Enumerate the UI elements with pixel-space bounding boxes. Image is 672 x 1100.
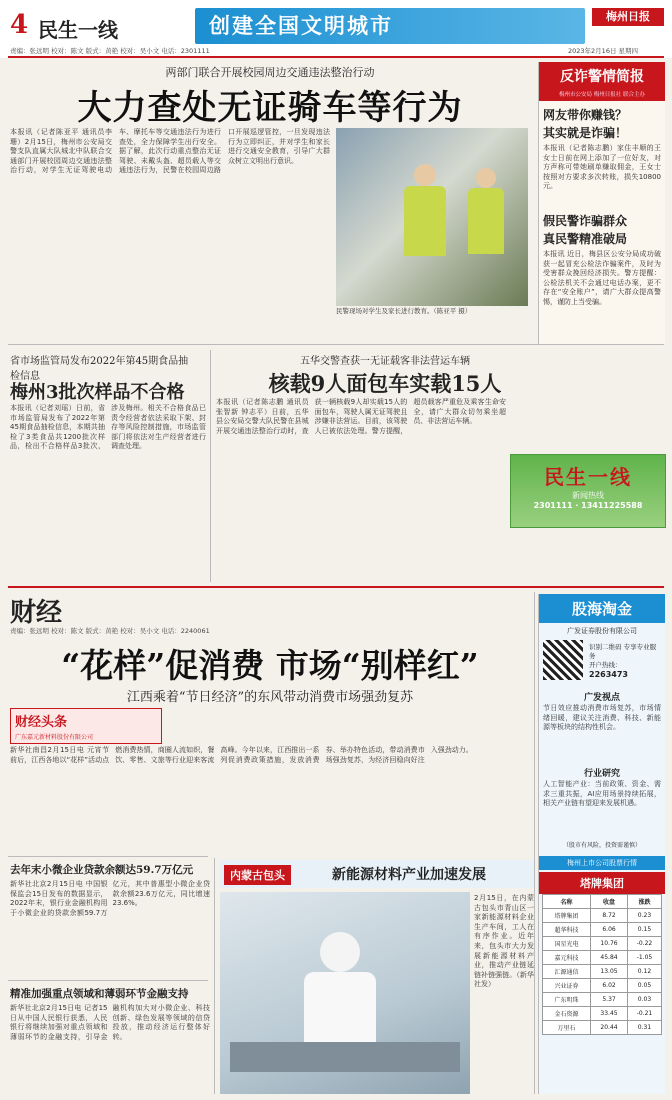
civility-banner xyxy=(195,8,585,44)
date-line: 2023年2月16日 星期四 xyxy=(568,47,639,55)
cell: 兴业证券 xyxy=(543,979,591,993)
table-row xyxy=(543,1007,662,1021)
column-tag-bank: 广东嘉元新材料股份有限公司 xyxy=(15,734,94,741)
photo-story-body: 2月15日，在内蒙古包头市青山区一家新能源材料企业生产车间，工人在有序作业。近年来，包头市大力发展新能源材料产业，推动产业链延链补链强链。（新华社发） xyxy=(474,894,534,989)
table-row xyxy=(543,937,662,951)
cell: 13.05 xyxy=(591,965,628,979)
center2-kicker: 五华交警查获一无证载客非法营运车辆 xyxy=(300,356,470,367)
left2-body: 本报讯（记者刘瑶）日前，省市场监管局发布了2022年第45期食品抽检信息，本期共抽检了3类食品共1200批次样品，检出不合格样品3批次，涉及梅州。相关不合格食品已责令经营者依法采取下架、封存等风险控制措施，市场监管部门将依法对生产经营者进行调查处理。 xyxy=(10,404,206,451)
stock-table xyxy=(542,894,662,1035)
table-row xyxy=(543,909,662,923)
qr-code[interactable] xyxy=(543,640,583,680)
center2-body: 本报讯（记者陈志鹏 通讯员张智新 钟志平）日前，五华县公安局交警大队民警在县城开展交通违法整治行动时，查获一辆核载9人却实载15人的面包车，驾驶人属无证驾驶且涉嫌非法营运。目前，该驾驶人已被依法处理。警方提醒，超员载客严重危及乘客生命安全，请广大群众切勿乘坐超员、非法营运车辆。 xyxy=(216,398,506,435)
cell: 国星光电 xyxy=(543,937,591,951)
table-header-row xyxy=(543,895,662,909)
finance-body: 新华社南昌2月15日电 元宵节前后，江西各地以“花样”活动点燃消费热情，商圈人流如织，餐饮、零售、文旅等行业迎来客流高峰。今年以来，江西推出一系列促消费政策措施，发放消费券、举办特色活动，带动消费市场强劲复苏，为经济回稳向好注入强劲动力。 xyxy=(10,746,473,764)
phone-label: 开户热线： xyxy=(589,661,622,669)
brief1-body: 新华社北京2月15日电 中国银保监会15日发布的数据显示，2022年末，银行业金融机构用于小微企业的贷款余额59.7万亿元，其中普惠型小微企业贷款余额23.6万亿元，同比增速23.6%。 xyxy=(10,880,210,917)
cell: -0.21 xyxy=(627,1007,661,1021)
cell: 0.23 xyxy=(627,909,661,923)
stock-company: 广发证券股份有限公司 xyxy=(567,627,637,635)
banner-text: 创建全国文明城市 xyxy=(209,13,393,38)
lead-photo-caption: 民警现场对学生及家长进行教育。（陈亚平 摄） xyxy=(336,307,472,315)
lead-photo xyxy=(336,128,528,306)
cell: 超华科技 xyxy=(543,923,591,937)
paper-logo: 梅州日报 xyxy=(592,8,664,26)
cell: -0.22 xyxy=(627,937,661,951)
factory-photo xyxy=(220,892,470,1094)
fraud-head2: 其实就是诈骗！ xyxy=(543,126,628,140)
fraud-subtitle: 梅州市公安局 梅州日报社 联合主办 xyxy=(539,90,665,101)
table-row xyxy=(543,979,662,993)
fraud-body2: 本报讯 近日，梅县区公安分局成功破获一起冒充公检法诈骗案件，及时为受害群众挽回经济损失。警方提醒：公检法机关不会通过电话办案，更不存在“安全账户”，请广大群众提高警惕，谨防上当受骗。 xyxy=(543,250,661,306)
cell: 6.06 xyxy=(591,923,628,937)
officer2-head-shape xyxy=(476,168,496,188)
cell: 45.84 xyxy=(591,951,628,965)
obs-body: 节日效应推动消费市场复苏，市场情绪回暖，建议关注消费、科技、新能源等板块的结构性机会。 xyxy=(543,704,661,732)
fraud-head1: 网友带你赚钱？ xyxy=(543,108,628,122)
cell: 6.02 xyxy=(591,979,628,993)
cell: 0.15 xyxy=(627,923,661,937)
header-rule xyxy=(8,56,664,58)
table-row xyxy=(543,923,662,937)
photo-story-title: 新能源材料产业加速发展 xyxy=(332,867,486,883)
table-row xyxy=(543,951,662,965)
cell: 10.76 xyxy=(591,937,628,951)
fraud-head4: 真民警精准破局 xyxy=(543,232,628,246)
worker-head-shape xyxy=(320,932,360,972)
rate-title: 梅州上市公司股票行情 xyxy=(539,856,665,870)
ind-body: 人工智能产业：当前政策、资金、需求三重共振，AI应用场景持续拓展，相关产业链有望迎来发展机遇。 xyxy=(543,780,661,808)
region-tag: 内蒙古包头 xyxy=(224,865,291,885)
qr-hint: 识别二维码 专享专业服务 xyxy=(589,643,657,660)
masthead xyxy=(0,0,672,58)
cell: 0.12 xyxy=(627,965,661,979)
brief2-body: 新华社北京2月15日电 记者15日从中国人民银行获悉，人民银行将继续加强对重点领域和薄弱环节的金融支持，引导金融机构加大对小微企业、科技创新、绿色发展等领域的信贷投放，推动经济运行整体好转。 xyxy=(10,1004,210,1041)
table-row xyxy=(543,1021,662,1035)
section-title: 民生一线 xyxy=(38,18,118,42)
stock-title: 股海淘金 xyxy=(539,594,665,623)
brief2-headline: 精准加强重点领域和薄弱环节金融支持 xyxy=(10,988,189,1000)
brand-bar: 塔牌集团 xyxy=(539,872,665,894)
finance-subhead: 江西乘着“节日经济”的东风带动消费市场强劲复苏 xyxy=(126,690,414,705)
divider xyxy=(534,592,535,1094)
ad-phone: 2301111 · 13411225588 xyxy=(533,501,643,510)
finance-editor-line: 责编：张远明 校对：陈文 版式：黄艳 校对：吴小文 电话：2240061 xyxy=(10,627,210,635)
fraud-column xyxy=(538,62,665,344)
finance-headline: “花样”促消费 市场“别样红” xyxy=(61,646,479,685)
ind-title: 行业研究 xyxy=(583,769,620,779)
cell: 金石资源 xyxy=(543,1007,591,1021)
obs-title: 广发视点 xyxy=(583,693,620,703)
lead-body: 本报讯（记者陈亚平 通讯员李珊）2月15日，梅州市公安局交警支队直属大队城北中队联合交通部门开展校园周边交通违法整治行动，对学生无证驾驶电动车、摩托车等交通违法行为进行查处，全力保障学生出行安全。据了解，此次行动重点整治无证驾驶、未戴头盔、超员载人等交通违法行为，民警在校园周边路口开展巡逻管控，一旦发现违法行为立即纠正，并对学生和家长进行交通安全教育，引导广大群众树立文明出行意识。 xyxy=(10,128,330,175)
cell: 嘉元科技 xyxy=(543,951,591,965)
fraud-head3: 假民警诈骗群众 xyxy=(543,214,628,228)
divider xyxy=(8,980,208,981)
cell: 8.72 xyxy=(591,909,628,923)
divider xyxy=(8,856,208,857)
officer-vest-shape xyxy=(404,186,446,256)
finance-rule xyxy=(8,586,664,588)
cell: 5.37 xyxy=(591,993,628,1007)
cell: 汇源通信 xyxy=(543,965,591,979)
ad-title: 民生一线 xyxy=(544,465,632,489)
brief1-headline: 去年末小微企业贷款余额达59.7万亿元 xyxy=(10,864,194,876)
cell: 万里石 xyxy=(543,1021,591,1035)
lead-headline: 大力查处无证骑车等行为 xyxy=(77,88,463,128)
officer2-vest-shape xyxy=(468,188,504,254)
cell: 塔牌集团 xyxy=(543,909,591,923)
fraud-title: 反诈警情简报 xyxy=(539,62,665,90)
left2-kicker: 省市场监管局发布2022年第45期食品抽检信息 xyxy=(10,356,189,382)
fraud-body1: 本报讯（记者陈志鹏）家住丰顺的王女士日前在网上添加了一位好友，对方声称可带她刷单赚取佣金，王女士按照对方要求多次转账，损失10800元。 xyxy=(543,144,661,191)
table-row xyxy=(543,965,662,979)
ad-line1: 新闻热线 xyxy=(572,491,604,500)
stock-column xyxy=(538,594,665,1094)
col-name: 名称 xyxy=(543,895,591,909)
divider xyxy=(8,344,664,345)
cell: 0.05 xyxy=(627,979,661,993)
finance-section-title: 财经 xyxy=(10,598,63,628)
divider xyxy=(214,858,215,1094)
workbench-shape xyxy=(230,1042,460,1072)
divider xyxy=(210,350,211,582)
column-tag xyxy=(10,708,162,744)
left2-headline: 梅州3批次样品不合格 xyxy=(10,382,185,403)
col-close: 收盘 xyxy=(591,895,628,909)
cell: 20.44 xyxy=(591,1021,628,1035)
editor-line: 责编：张远明 校对：陈文 版式：黄艳 校对：吴小文 电话：2301111 xyxy=(10,47,210,55)
cell: 33.45 xyxy=(591,1007,628,1021)
page-number: 4 xyxy=(10,10,29,40)
cell: 广东明珠 xyxy=(543,993,591,1007)
hotline-ad xyxy=(510,454,666,528)
column-tag-title: 财经头条 xyxy=(15,715,68,730)
table-row xyxy=(543,993,662,1007)
photo-story-header xyxy=(220,860,534,888)
cell: 0.03 xyxy=(627,993,661,1007)
cell: 0.31 xyxy=(627,1021,661,1035)
risk-note: （股市有风险，投资需谨慎） xyxy=(562,842,641,849)
center2-headline: 核载9人面包车实载15人 xyxy=(268,371,502,396)
lead-kicker: 两部门联合开展校园周边交通违法整治行动 xyxy=(165,66,375,79)
cell: -1.05 xyxy=(627,951,661,965)
col-change: 涨跌 xyxy=(627,895,661,909)
phone-number: 2263473 xyxy=(589,670,628,679)
officer-head-shape xyxy=(414,164,436,186)
